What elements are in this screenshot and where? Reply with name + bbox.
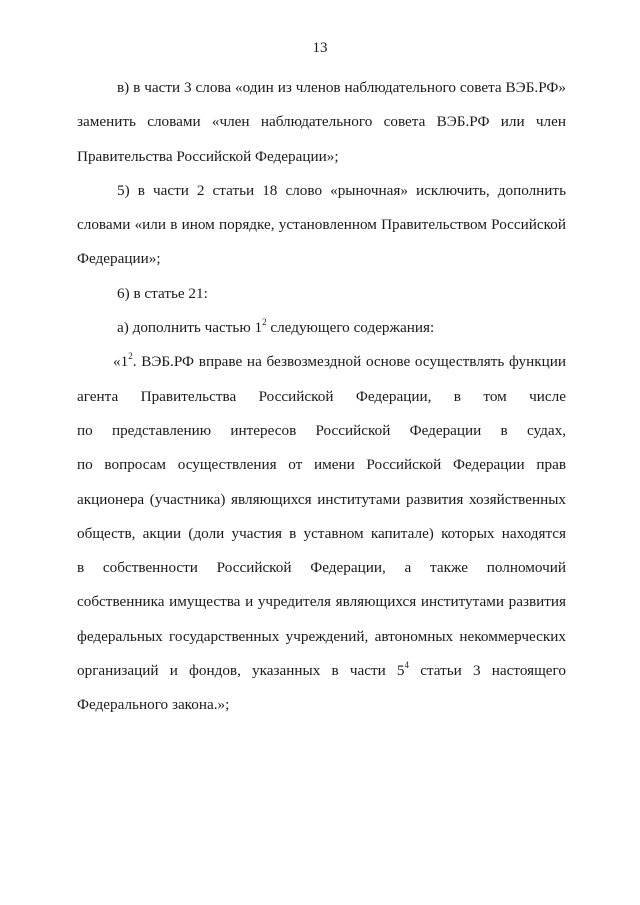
paragraph-line: федеральных государственных учреждений, автономных некоммерческих — [77, 627, 566, 645]
superscript: 2 — [262, 317, 267, 328]
paragraph-line: 6) в статье 21: — [117, 284, 208, 302]
document-body — [77, 71, 566, 723]
page-number: 13 — [312, 40, 328, 56]
text-fragment: организаций и фондов, указанных в части 5 — [77, 662, 405, 680]
paragraph-line: Правительства Российской Федерации»; — [77, 147, 339, 165]
text-fragment: статьи 3 настоящего — [409, 662, 566, 680]
paragraph-line: по представлению интересов Российской Федерации в судах, — [77, 421, 566, 439]
paragraph-line: акционера (участника) являющихся институтами развития хозяйственных — [77, 490, 566, 508]
paragraph-line: агента Правительства Российской Федерации, в том числе — [77, 387, 566, 405]
paragraph-line: заменить словами «член наблюдательного совета ВЭБ.РФ или член — [77, 113, 566, 131]
text-fragment: «1 — [113, 353, 129, 371]
paragraph-line: словами «или в ином порядке, установленном Правительством Российской — [77, 216, 566, 234]
paragraph-line: 5) в части 2 статьи 18 слово «рыночная» исключить, дополнить — [117, 181, 566, 199]
superscript: 2 — [128, 351, 133, 362]
paragraph-line: обществ, акции (доли участия в уставном капитале) которых находятся — [77, 524, 566, 542]
superscript: 4 — [404, 660, 410, 671]
text-fragment: следующего содержания: — [266, 319, 435, 337]
text-fragment: . ВЭБ.РФ вправе на безвозмездной основе осуществлять функции — [132, 353, 566, 371]
paragraph-line — [77, 345, 566, 379]
paragraph-line: Федерального закона.»; — [77, 696, 230, 714]
paragraph-line: собственника имущества и учредителя являющихся институтами развития — [77, 593, 566, 611]
paragraph-line — [77, 654, 566, 688]
paragraph-line: в собственности Российской Федерации, а также полномочий — [77, 559, 566, 577]
text-fragment: а) дополнить частью 1 — [117, 319, 263, 337]
paragraph-line: по вопросам осуществления от имени Российской Федерации прав — [77, 456, 566, 474]
paragraph-line: Федерации»; — [77, 250, 161, 268]
paragraph-line — [77, 311, 566, 345]
paragraph-line: в) в части 3 слова «один из членов наблюдательного совета ВЭБ.РФ» — [117, 79, 566, 96]
